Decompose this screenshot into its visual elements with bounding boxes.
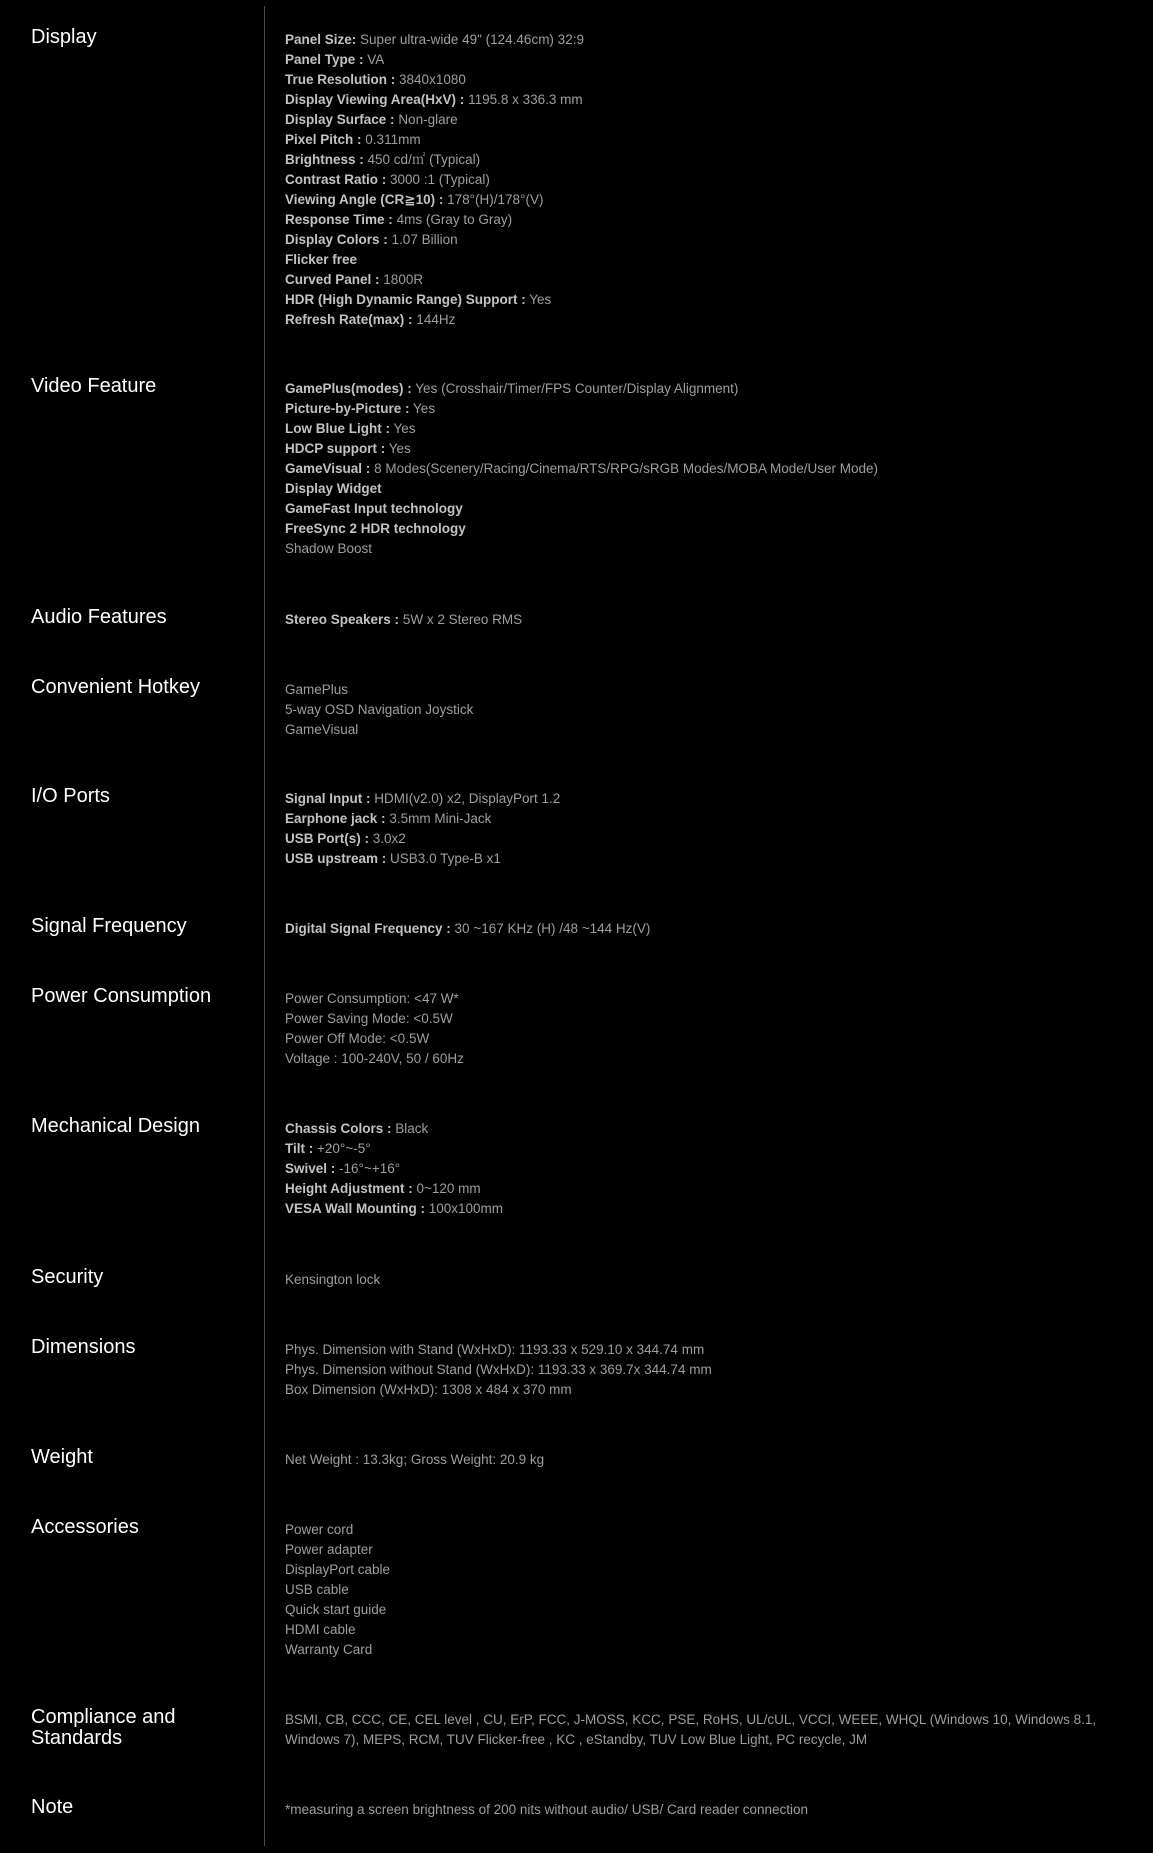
spec-key: Stereo Speakers : bbox=[285, 612, 400, 627]
spec-key: Display Widget bbox=[285, 481, 382, 496]
spec-key: Brightness : bbox=[285, 152, 364, 167]
section-title: Dimensions bbox=[31, 1336, 136, 1358]
spec-line bbox=[285, 849, 1115, 869]
spec-line bbox=[285, 190, 1115, 210]
spec-line bbox=[285, 809, 1115, 829]
spec-line bbox=[285, 1119, 1115, 1139]
spec-value: Power Consumption: <47 W* bbox=[285, 991, 459, 1006]
spec-value: 1.07 Billion bbox=[391, 232, 458, 247]
spec-value: 5-way OSD Navigation Joystick bbox=[285, 702, 474, 717]
section-body bbox=[285, 1119, 1115, 1219]
spec-key: Signal Input : bbox=[285, 791, 371, 806]
spec-value: 0.311mm bbox=[365, 132, 421, 147]
spec-key: Pixel Pitch : bbox=[285, 132, 362, 147]
spec-value: Power Saving Mode: <0.5W bbox=[285, 1011, 453, 1026]
section-body bbox=[285, 1800, 1115, 1820]
section-body bbox=[285, 989, 1115, 1069]
spec-line bbox=[285, 700, 1115, 720]
spec-line bbox=[285, 130, 1115, 150]
spec-line bbox=[285, 1340, 1115, 1360]
section-title: Mechanical Design bbox=[31, 1115, 200, 1137]
spec-value: 3840x1080 bbox=[399, 72, 466, 87]
spec-key: HDCP support : bbox=[285, 441, 386, 456]
section-body bbox=[285, 1520, 1115, 1660]
section-title: Security bbox=[31, 1266, 104, 1288]
spec-key: VESA Wall Mounting : bbox=[285, 1201, 425, 1216]
spec-value: USB3.0 Type-B x1 bbox=[390, 851, 501, 866]
spec-key: Picture-by-Picture : bbox=[285, 401, 410, 416]
spec-line bbox=[285, 499, 1115, 519]
spec-value: 5W x 2 Stereo RMS bbox=[402, 612, 523, 627]
section-body bbox=[285, 379, 1115, 559]
spec-key: Low Blue Light : bbox=[285, 421, 390, 436]
spec-line bbox=[285, 1380, 1115, 1400]
spec-value: VA bbox=[367, 52, 385, 67]
spec-key: Digital Signal Frequency : bbox=[285, 921, 451, 936]
section-title: Compliance and Standards bbox=[31, 1706, 176, 1749]
spec-line bbox=[285, 610, 1115, 630]
section-title: Power Consumption bbox=[31, 985, 212, 1007]
spec-value: Warranty Card bbox=[285, 1642, 373, 1657]
spec-line bbox=[285, 539, 1115, 559]
spec-line bbox=[285, 50, 1115, 70]
spec-key: Flicker free bbox=[285, 252, 358, 267]
spec-key: Refresh Rate(max) : bbox=[285, 312, 413, 327]
spec-value: Power Off Mode: <0.5W bbox=[285, 1031, 430, 1046]
section-title: I/O Ports bbox=[31, 785, 110, 807]
section-body bbox=[285, 30, 1115, 330]
section-title: Display bbox=[31, 26, 97, 48]
spec-line bbox=[285, 1009, 1115, 1029]
spec-line bbox=[285, 1199, 1115, 1219]
section-body bbox=[285, 1340, 1115, 1400]
spec-value: 3000 :1 (Typical) bbox=[390, 172, 490, 187]
spec-key: GamePlus(modes) : bbox=[285, 381, 412, 396]
spec-line bbox=[285, 789, 1115, 809]
spec-value: 4ms (Gray to Gray) bbox=[396, 212, 513, 227]
spec-line bbox=[285, 399, 1115, 419]
spec-value: USB cable bbox=[285, 1582, 349, 1597]
spec-value: Yes (Crosshair/Timer/FPS Counter/Display Alignment) bbox=[415, 381, 739, 396]
spec-key: HDR (High Dynamic Range) Support : bbox=[285, 292, 526, 307]
spec-key: Tilt : bbox=[285, 1141, 314, 1156]
spec-value: 144Hz bbox=[416, 312, 456, 327]
spec-value: Phys. Dimension without Stand (WxHxD): 1193.33 x 369.7x 344.74 mm bbox=[285, 1362, 712, 1377]
spec-line bbox=[285, 919, 1115, 939]
spec-line bbox=[285, 1029, 1115, 1049]
section-body bbox=[285, 919, 1115, 939]
spec-key: Viewing Angle (CR≧10) : bbox=[285, 192, 444, 207]
spec-line bbox=[285, 270, 1115, 290]
spec-key: Response Time : bbox=[285, 212, 393, 227]
spec-key: GameVisual : bbox=[285, 461, 371, 476]
spec-value: Kensington lock bbox=[285, 1272, 381, 1287]
spec-key: Chassis Colors : bbox=[285, 1121, 392, 1136]
spec-value: HDMI(v2.0) x2, DisplayPort 1.2 bbox=[374, 791, 561, 806]
spec-value: DisplayPort cable bbox=[285, 1562, 391, 1577]
spec-value: 3.5mm Mini-Jack bbox=[389, 811, 492, 826]
spec-value: Yes bbox=[393, 421, 416, 436]
spec-line bbox=[285, 459, 1115, 479]
spec-line bbox=[285, 30, 1115, 50]
spec-line bbox=[285, 989, 1115, 1009]
section-body bbox=[285, 1270, 1115, 1290]
spec-value: GameVisual bbox=[285, 722, 359, 737]
section-body bbox=[285, 1710, 1115, 1750]
section-title: Note bbox=[31, 1796, 74, 1818]
spec-value: Non-glare bbox=[398, 112, 458, 127]
spec-key: Panel Size: bbox=[285, 32, 357, 47]
section-title: Signal Frequency bbox=[31, 915, 187, 937]
spec-line bbox=[285, 1800, 1115, 1820]
spec-line bbox=[285, 310, 1115, 330]
spec-line bbox=[285, 110, 1115, 130]
section-title: Convenient Hotkey bbox=[31, 676, 200, 698]
spec-value: 0~120 mm bbox=[416, 1181, 481, 1196]
spec-value: 100x100mm bbox=[428, 1201, 504, 1216]
spec-key: Height Adjustment : bbox=[285, 1181, 413, 1196]
spec-line bbox=[285, 1620, 1115, 1640]
section-body bbox=[285, 680, 1115, 740]
spec-value: 8 Modes(Scenery/Racing/Cinema/RTS/RPG/sRGB Modes/MOBA Mode/User Mode) bbox=[374, 461, 878, 476]
spec-value: 1195.8 x 336.3 mm bbox=[468, 92, 583, 107]
spec-line bbox=[285, 1560, 1115, 1580]
spec-value: Black bbox=[395, 1121, 429, 1136]
spec-value: 1800R bbox=[383, 272, 424, 287]
spec-value: Shadow Boost bbox=[285, 541, 373, 556]
spec-value: 3.0x2 bbox=[372, 831, 406, 846]
section-body bbox=[285, 789, 1115, 869]
spec-line bbox=[285, 1640, 1115, 1660]
spec-line bbox=[285, 829, 1115, 849]
spec-line bbox=[285, 290, 1115, 310]
section-body bbox=[285, 610, 1115, 630]
spec-value: *measuring a screen brightness of 200 nits without audio/ USB/ Card reader connection bbox=[285, 1802, 809, 1817]
spec-key: Display Surface : bbox=[285, 112, 395, 127]
spec-line bbox=[285, 70, 1115, 90]
spec-line bbox=[285, 1139, 1115, 1159]
spec-line bbox=[285, 1360, 1115, 1380]
spec-line bbox=[285, 210, 1115, 230]
spec-value: Box Dimension (WxHxD): 1308 x 484 x 370 mm bbox=[285, 1382, 572, 1397]
spec-line bbox=[285, 680, 1115, 700]
spec-line bbox=[285, 1179, 1115, 1199]
spec-line bbox=[285, 1600, 1115, 1620]
spec-line bbox=[285, 519, 1115, 539]
section-title: Weight bbox=[31, 1446, 93, 1468]
spec-value: Yes bbox=[413, 401, 436, 416]
spec-key: USB upstream : bbox=[285, 851, 387, 866]
spec-line bbox=[285, 479, 1115, 499]
spec-line bbox=[285, 150, 1115, 170]
spec-line bbox=[285, 1270, 1115, 1290]
spec-value: 450 cd/㎡ (Typical) bbox=[367, 152, 481, 167]
spec-line bbox=[285, 1520, 1115, 1540]
spec-line bbox=[285, 230, 1115, 250]
spec-line bbox=[285, 1049, 1115, 1069]
section-title: Video Feature bbox=[31, 375, 157, 397]
spec-line bbox=[285, 439, 1115, 459]
spec-key: True Resolution : bbox=[285, 72, 396, 87]
spec-value: HDMI cable bbox=[285, 1622, 356, 1637]
spec-value: Power cord bbox=[285, 1522, 354, 1537]
spec-line bbox=[285, 419, 1115, 439]
column-divider bbox=[264, 6, 265, 1846]
spec-line bbox=[285, 720, 1115, 740]
spec-value: Super ultra-wide 49" (124.46cm) 32:9 bbox=[360, 32, 584, 47]
spec-value: Yes bbox=[529, 292, 552, 307]
spec-line bbox=[285, 170, 1115, 190]
spec-key: Display Colors : bbox=[285, 232, 388, 247]
spec-key: Curved Panel : bbox=[285, 272, 380, 287]
spec-value: Net Weight : 13.3kg; Gross Weight: 20.9 kg bbox=[285, 1452, 545, 1467]
spec-key: FreeSync 2 HDR technology bbox=[285, 521, 466, 536]
spec-key: Panel Type : bbox=[285, 52, 364, 67]
spec-key: Swivel : bbox=[285, 1161, 336, 1176]
spec-line bbox=[285, 1710, 1115, 1750]
section-title: Accessories bbox=[31, 1516, 139, 1538]
spec-value: Voltage : 100-240V, 50 / 60Hz bbox=[285, 1051, 464, 1066]
spec-value: Quick start guide bbox=[285, 1602, 387, 1617]
spec-key: GameFast Input technology bbox=[285, 501, 463, 516]
spec-line bbox=[285, 1540, 1115, 1560]
spec-value: 30 ~167 KHz (H) /48 ~144 Hz(V) bbox=[454, 921, 651, 936]
spec-value: -16°~+16° bbox=[339, 1161, 401, 1176]
spec-line bbox=[285, 1580, 1115, 1600]
section-body bbox=[285, 1450, 1115, 1470]
spec-value: Phys. Dimension with Stand (WxHxD): 1193.33 x 529.10 x 344.74 mm bbox=[285, 1342, 705, 1357]
spec-key: USB Port(s) : bbox=[285, 831, 369, 846]
spec-line bbox=[285, 250, 1115, 270]
spec-line bbox=[285, 1450, 1115, 1470]
spec-line bbox=[285, 1159, 1115, 1179]
section-title: Audio Features bbox=[31, 606, 167, 628]
spec-value: +20°~-5° bbox=[317, 1141, 371, 1156]
spec-value: BSMI, CB, CCC, CE, CEL level , CU, ErP, FCC, J-MOSS, KCC, PSE, RoHS, UL/cUL, VCCI, WEEE, WHQL (Windows 10, Windows 8.1, Windows 7), MEPS, RCM, TUV Flicker-free , KC , eStandby, TUV Low Blue Light, PC recycle, JM bbox=[285, 1712, 1097, 1747]
spec-value: Yes bbox=[388, 441, 411, 456]
spec-value: Power adapter bbox=[285, 1542, 373, 1557]
spec-value: 178°(H)/178°(V) bbox=[447, 192, 544, 207]
spec-line bbox=[285, 379, 1115, 399]
spec-key: Contrast Ratio : bbox=[285, 172, 387, 187]
spec-line bbox=[285, 90, 1115, 110]
spec-key: Earphone jack : bbox=[285, 811, 386, 826]
spec-value: GamePlus bbox=[285, 682, 349, 697]
spec-key: Display Viewing Area(HxV) : bbox=[285, 92, 465, 107]
